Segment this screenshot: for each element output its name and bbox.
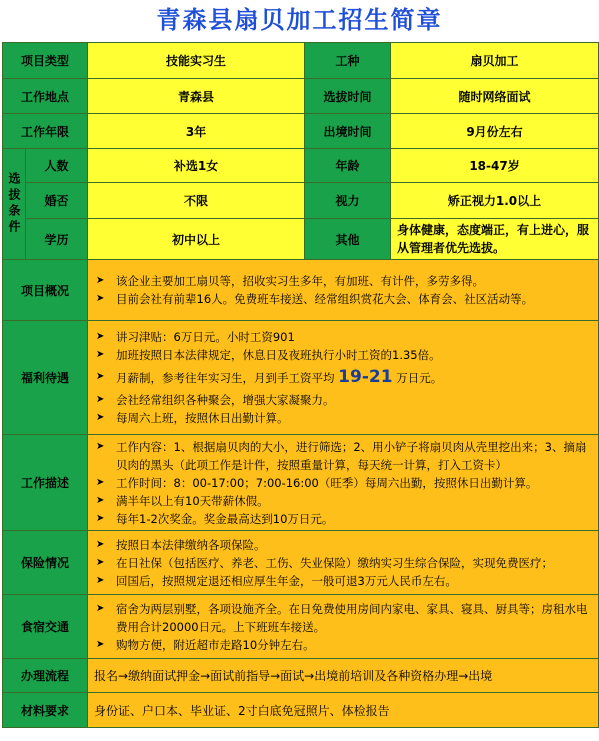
other-value: 身体健康，态度端正，有上进心，服从管理者优先选拔。 — [391, 219, 599, 260]
recruitment-table — [2, 42, 599, 728]
list-item: ➤ 每周六上班，按照休日出勤计算。 — [94, 409, 590, 427]
welfare-label: 福利待遇 — [3, 321, 88, 435]
row-welfare — [3, 321, 599, 435]
education-value: 初中以上 — [88, 219, 305, 260]
list-item: ➤ 每年1-2次奖金。奖金最高达到10万日元。 — [94, 510, 590, 528]
count-label: 人数 — [26, 149, 88, 183]
list-item: ➤ 加班按照日本法律规定，休息日及夜班执行小时工资的1.35倍。 — [94, 346, 590, 364]
row-process — [3, 659, 599, 693]
list-item: ➤ 工作内容：1、根据扇贝肉的大小，进行筛选；2、用小铲子将扇贝肉从壳里挖出来；3、摘扇贝肉的黑头（此项工作是计件，按照重量计算，每天统一计算，打入工资卡） — [94, 438, 590, 474]
work-label: 工作描述 — [3, 435, 88, 531]
row-years — [3, 114, 599, 149]
age-value: 18-47岁 — [391, 149, 599, 183]
row-education — [3, 219, 599, 260]
other-label: 其他 — [305, 219, 391, 260]
project-type-label: 项目类型 — [3, 43, 88, 79]
education-label: 学历 — [26, 219, 88, 260]
list-item: ➤ 会社经常组织各种聚会，增强大家凝聚力。 — [94, 391, 590, 409]
list-item: ➤ 讲习津贴：6万日元。小时工资901 — [94, 328, 590, 346]
row-marriage — [3, 183, 599, 219]
welfare-list — [88, 328, 598, 427]
salary-highlight: 19-21 — [338, 367, 393, 387]
departure-label: 出境时间 — [305, 114, 391, 149]
marriage-label: 婚否 — [26, 183, 88, 219]
list-item: ➤ 购物方便，附近超市走路10分钟左右。 — [94, 636, 590, 654]
page-title: 青森县扇贝加工招生简章 — [156, 6, 443, 34]
location-value: 青森县 — [88, 79, 305, 114]
salary-prefix: 月薪制，参考往年实习生，月到手工资平均 — [116, 371, 335, 385]
lodging-label: 食宿交通 — [3, 595, 88, 659]
row-overview — [3, 260, 599, 321]
process-value: 报名→缴纳面试押金→面试前指导→面试→出境前培训及各种资格办理→出境 — [88, 659, 599, 693]
location-label: 工作地点 — [3, 79, 88, 114]
materials-value: 身份证、户口本、毕业证、2寸白底免冠照片、体检报告 — [88, 693, 599, 728]
list-item: ➤ 目前会社有前辈16人。免费班车接送、经常组织赏花大会、体育会、社区活动等。 — [94, 290, 590, 308]
marriage-value: 不限 — [88, 183, 305, 219]
job-value: 扇贝加工 — [391, 43, 599, 79]
select-time-value: 随时网络面试 — [391, 79, 599, 114]
list-item: ➤ 按照日本法律缴纳各项保险。 — [94, 536, 590, 554]
departure-value: 9月份左右 — [391, 114, 599, 149]
row-lodging — [3, 595, 599, 659]
row-insurance — [3, 531, 599, 595]
insurance-list — [88, 536, 598, 590]
list-item: ➤ 该企业主要加工扇贝等，招收实习生多年，有加班、有计件，多劳多得。 — [94, 272, 590, 290]
list-item: ➤ 宿舍为两层别墅，各项设施齐全。在日免费使用房间内家电、家具、寝具、厨具等；房租水电费用合计20000日元。上下班班车接送。 — [94, 600, 590, 636]
select-time-label: 选拔时间 — [305, 79, 391, 114]
selection-group-label: 选拔条件 — [3, 149, 26, 260]
process-label: 办理流程 — [3, 659, 88, 693]
row-materials — [3, 693, 599, 728]
vision-value: 矫正视力1.0以上 — [391, 183, 599, 219]
list-item: ➤ 工作时间：8：00-17:00；7:00-16:00（旺季）每周六出勤，按照休日出勤计算。 — [94, 474, 590, 492]
insurance-label: 保险情况 — [3, 531, 88, 595]
row-work — [3, 435, 599, 531]
vision-label: 视力 — [305, 183, 391, 219]
materials-label: 材料要求 — [3, 693, 88, 728]
years-value: 3年 — [88, 114, 305, 149]
row-count — [3, 149, 599, 183]
years-label: 工作年限 — [3, 114, 88, 149]
overview-list — [88, 272, 598, 308]
list-item: ➤ 在日社保（包括医疗、养老、工伤、失业保险）缴纳实习生综合保险，实现免费医疗； — [94, 554, 590, 572]
age-label: 年龄 — [305, 149, 391, 183]
list-item: ➤ 满半年以上有10天带薪休假。 — [94, 492, 590, 510]
work-list — [88, 438, 598, 528]
row-location — [3, 79, 599, 114]
list-item: ➤ 回国后，按照规定退还相应厚生年金，一般可退3万元人民币左右。 — [94, 572, 590, 590]
row-project-type — [3, 43, 599, 79]
salary-suffix: 万日元。 — [396, 371, 443, 385]
count-value: 补选1女 — [88, 149, 305, 183]
lodging-list — [88, 600, 598, 654]
project-type-value: 技能实习生 — [88, 43, 305, 79]
overview-label: 项目概况 — [3, 260, 88, 321]
list-item — [94, 364, 590, 391]
job-label: 工种 — [305, 43, 391, 79]
